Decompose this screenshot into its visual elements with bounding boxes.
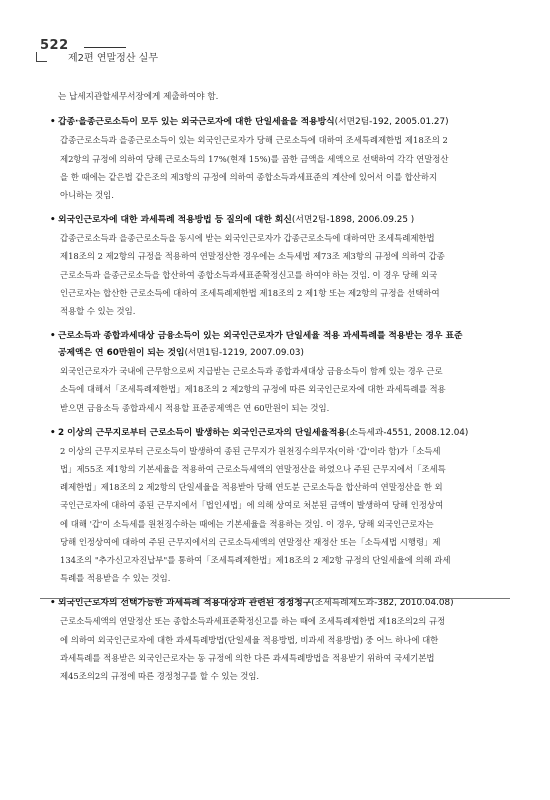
bullet-icon: •	[50, 427, 56, 438]
body-line: 과세특례를 적용받은 외국인근로자는 동 규정에 의한 다른 과세특례방법을 적용받기 위하여 국세기본법	[60, 652, 435, 663]
section-1	[50, 114, 510, 204]
body-line: 2 이상의 근무지로부터 근로소득이 발생하여 종된 근무지가 원천징수의무자(이하 '갑'이라 함)가「소득세	[60, 445, 441, 456]
document-body	[50, 88, 510, 685]
body-line: 134조의 "추가신고자진납부"를 통하여「조세특례제한법」제18조의 2 제2항 규정의 단일세율에 의해 과세	[60, 554, 451, 565]
bullet-icon: •	[50, 215, 56, 226]
body-line: 국인근로자에 대하여 종된 근무지에서「법인세법」에 의해 상여로 처분된 금액이 발생하여 당해 인정상여	[60, 500, 444, 511]
bullet-icon: •	[50, 117, 56, 128]
body-line: 갑종근로소득과 을종근로소득이 있는 외국인근로자가 당해 근로소득에 대하여 조세특례제한법 제18조의 2	[60, 135, 448, 146]
body-line: 아니하는 것임.	[60, 189, 114, 200]
body-line: 소득에 대해서「조세특례제한법」제18조의 2 제2항의 규정에 따른 외국인근로자에 대한 과세특례를 적용	[60, 384, 446, 395]
section-5	[50, 595, 510, 685]
section-heading: • 외국인근로자에 대한 과세특례 적용방법 등 질의에 대한 회신(서면2팀-1898, 2006.09.25 )	[50, 212, 510, 229]
body-line: 외국인근로자가 국내에 근무함으로써 지급받는 근로소득과 종합과세대상 금융소득이 함께 있는 경우 근로	[60, 366, 443, 377]
chapter-title: 제2편 연말정산 실무	[68, 53, 158, 64]
page-header	[40, 38, 510, 62]
section-3	[50, 328, 510, 417]
body-line: 에 대해 '갑'이 소득세를 원천징수하는 때에는 기본세율을 적용하는 것임. 이 경우, 당해 외국인근로자는	[60, 518, 434, 529]
body-line: 례제한법」제18조의 2 제2항의 단일세율을 적용받아 당해 연도분 근로소득을 합산하여 연말정산을 한 외	[60, 482, 443, 493]
body-line: 제2항의 규정에 의하여 당해 근로소득의 17%(현재 15%)를 곱한 금액을 세액으로 선택하여 각각 연말정산	[60, 153, 449, 164]
body-line: 제45조의2의 규정에 따른 경정청구를 할 수 있는 것임.	[60, 670, 260, 681]
body-line: 받으면 금융소득 종합과세시 적용할 표준공제액은 연 60만원이 되는 것임.	[60, 402, 330, 413]
body-line: 근로소득세액의 연말정산 또는 종합소득과세표준확정신고를 하는 때에 조세특례제한법 제18조의2의 규정	[60, 616, 446, 627]
section-4	[50, 425, 510, 588]
section-heading: • 외국인근로자의 선택가능한 과세특례 적용대상과 관련된 경정청구(조세특례제도과-382, 2010.04.08)	[50, 595, 510, 612]
section-heading-cont: 공제액은 연 60만원이 되는 것임(서면1팀-1219, 2007.09.03)	[58, 348, 304, 359]
bullet-icon: •	[50, 331, 56, 342]
body-line: 을 한 때에는 같은법 같은조의 제3항의 규정에 의하여 종합소득과세표준의 계산에 있어서 이를 합산하지	[60, 171, 438, 182]
body-line: 제18조의 2 제2항의 규정을 적용하여 연말정산한 경우에는 소득세법 제73조 제3항의 규정에 의하여 갑종	[60, 251, 445, 262]
body-line: 에 의하여 외국인근로자에 대한 과세특례방법(단일세율 적용방법, 비과세 적용방법) 중 어느 하나에 대한	[60, 634, 439, 645]
body-line: 적용할 수 있는 것임.	[60, 305, 136, 316]
body-line: 당해 인정상여에 대하여 주된 근무지에서의 근로소득세액의 연말정산 재정산 또는「소득세법 시행령」제	[60, 536, 441, 547]
body-line: 법」제55조 제1항의 기본세율을 적용하여 근로소득세액의 연말정산을 하였으나 주된 근무지에서「조세특	[60, 463, 446, 474]
intro-line: 는 납세지관할세무서장에게 제출하여야 함.	[58, 92, 219, 102]
bottom-rule	[40, 598, 510, 599]
bullet-icon: •	[50, 598, 56, 609]
header-bracket	[36, 52, 47, 62]
page-number-rule	[84, 47, 126, 48]
body-line: 갑종근로소득과 을종근로소득을 동시에 받는 외국인근로자가 갑종근로소득에 대하여만 조세특례제한법	[60, 233, 435, 244]
section-2	[50, 212, 510, 320]
body-line: 특례를 적용받을 수 있는 것임.	[60, 573, 171, 584]
page-number: 522	[40, 38, 69, 53]
section-heading: • 2 이상의 근무지로부터 근로소득이 발생하는 외국인근로자의 단일세율적용(소득세과-4551, 2008.12.04)	[50, 425, 510, 442]
section-heading: • 갑종·을종근로소득이 모두 있는 외국근로자에 대한 단일세율을 적용방식(서면2팀-192, 2005.01.27)	[50, 114, 510, 131]
body-line: 인근로자는 합산한 근로소득에 대하여 조세특례제한법 제18조의 2 제1항 또는 제2항의 규정을 선택하여	[60, 287, 440, 298]
body-line: 근로소득과 을종근로소득을 합산하여 종합소득과세표준확정신고를 하여야 하는 것임. 이 경우 당해 외국	[60, 269, 438, 280]
section-heading: • 근로소득과 종합과세대상 금융소득이 있는 외국인근로자가 단일세율 적용 과세특례를 적용받는 경우 표준	[50, 328, 510, 345]
